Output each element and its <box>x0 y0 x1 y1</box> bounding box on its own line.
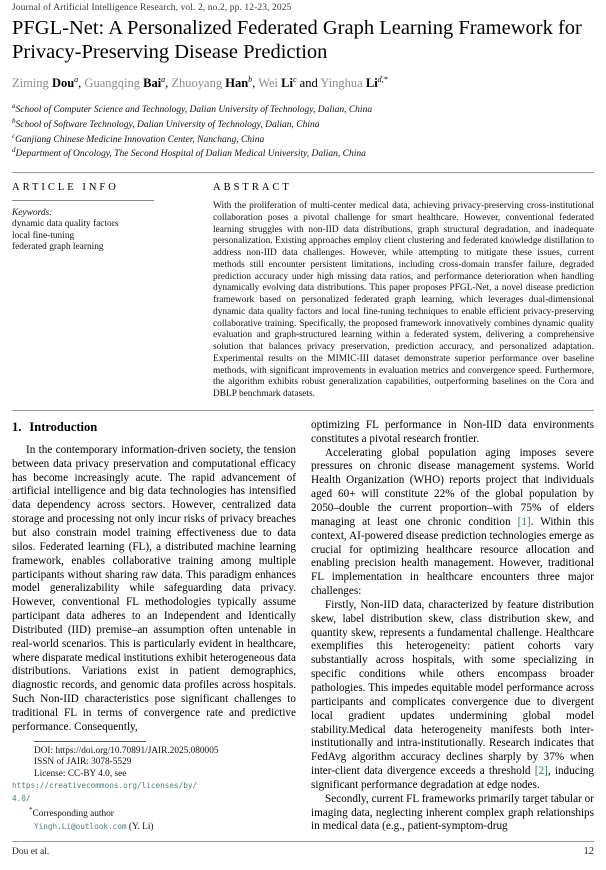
affiliation: $^c$Ganjiang Chinese Medicine Innovation Center, Nanchang, China <box>12 131 265 145</box>
keywords-label: Keywords: <box>12 208 53 219</box>
article-info-header: ARTICLE INFO <box>12 182 119 194</box>
license-line: License: CC-BY 4.0, see https://creativecommons.org/licenses/by/ <box>12 768 198 791</box>
footnote-divider <box>34 741 146 742</box>
left-column <box>12 419 296 841</box>
email-line: Yingh.Li@outlook.com (Y. Li) <box>34 821 154 832</box>
article-info-divider <box>12 200 154 201</box>
affiliation: $^a$School of Computer Science and Technology, Dalian University of Technology, Dalian, China <box>12 101 373 115</box>
body-paragraph: Firstly, Non-IID data, characterized by feature distribution skew, label distribution skew, class distribution skew, and quantity skew, represents a fundamental challenge. Healthcare exemplifies this heterogeneity: patient cohorts vary substantially across hospitals, with some specializing in specific conditions while others encompass broader pathologies. This impedes equitable model performance across participants and complicates convergence due to divergent local gradient updates undermining global model stability.Medical data heterogeneity manifests both inter-institutionally and intra-institutionally. Research indicates that FedAvg algorithm accuracy declines sharply by 37% when inter-client data divergence exceeds a threshold [2], inducing significant performance degradation at edge nodes. <box>311 598 594 791</box>
keywords-block <box>12 208 192 253</box>
license-link[interactable]: https://creativecommons.org/licenses/by/ <box>12 781 198 791</box>
author-list <box>12 76 594 91</box>
email-link[interactable]: Yingh.Li@outlook.com <box>34 821 127 831</box>
main-body <box>12 419 594 841</box>
issn-line: ISSN of JAIR: 3078-5529 <box>34 757 132 768</box>
author: Zhuoyang Han$^b$, <box>171 74 259 90</box>
footer-running-head: Dou et al. <box>12 847 50 857</box>
intro-paragraph: In the contemporary information-driven society, the tension between data privacy preservation and computational efficacy has become increasingly acute. The rapid advancement of artificial intelligence and big data technologies has intensified data dependency across sectors. However, centralized data storage and processing not only incur risks of privacy breaches but also constrain model training effectiveness due to data silos. Federated learning (FL), a distributed machine learning framework, enables collaborative training among multiple participants without sharing raw data. This paradigm enhances model generalizability while safeguarding data privacy. However, conventional FL methodologies typically assume participant data adheres to an Independent and Identically Distributed (IID) premise–an assumption often untenable in real-world scenarios. This is particularly evident in healthcare, where disparate medical institutions exhibit heterogeneous data distributions. Variations exist in patient demographics, diagnostic records, and genomic data profiles across hospitals. Such Non-IID characteristics pose significant challenges to traditional FL in terms of convergence rate and predictive performance. Consequently, <box>12 443 296 733</box>
keyword: local fine-tuning <box>12 230 75 241</box>
corresponding-author-line: *Corresponding author <box>29 806 114 820</box>
keyword: dynamic data quality factors <box>12 219 119 230</box>
author: Ziming Dou$^a$, <box>12 74 85 90</box>
section-heading-introduction: 1. Introduction <box>12 419 98 434</box>
footnote-block <box>12 741 296 834</box>
author: Yinghua $Li^{d,*}$ <box>320 74 388 90</box>
license-link-continued[interactable]: 4.0/ <box>12 793 31 803</box>
journal-header: Journal of Artificial Intelligence Research, vol. 2, no.2, pp. 12-23, 2025 <box>12 3 292 13</box>
doi-link[interactable]: https://doi.org/10.70891/JAIR.2025.080005 <box>55 745 219 756</box>
section-divider <box>12 410 594 411</box>
author: Wei Li$^c$ and <box>258 74 321 90</box>
citation-ref[interactable]: [1] <box>517 515 531 528</box>
page-footer <box>12 841 594 857</box>
abstract-text: With the proliferation of multi-center medical data, achieving privacy-preserving cross-institutional collaboration poses a pivotal challenge for smart healthcare. However, conventional federated learning struggles with non-IID data distributions, graph structural degradation, and inadequate personalization. Existing approaches employ client clustering and federated knowledge distillation to address non-IID data challenges. However, while attempting to mitigate these issues, current methods still encounter persistent limitations, including cross-domain transfer failure, degraded prediction accuracy under high missing data ratios, and performance deterioration when handling dynamically evolving data distributions. This paper proposes PFGL-Net, a novel disease prediction framework based on personalized federated graph learning, which leverages dual-dimensional dynamic data quality factors and local fine-tuning techniques to enable efficient privacy-preserving collaborative training. Specifically, the proposed framework innovatively combines dynamic quality evaluation and graph-structured learning within a federated system, delivering a comprehensive solution that balances privacy preservation, prediction accuracy, and personalized adaptation. Experimental results on the MIMIC-III dataset demonstrate superior performance over baseline methods, with significant improvements in evaluation metrics and convergence speed. Furthermore, the algorithm exhibits robust generalization capabilities, outperforming baselines on the Cora and DBLP benchmark datasets. <box>213 201 594 400</box>
abstract-column <box>213 182 594 401</box>
article-info-abstract-section <box>12 172 594 401</box>
body-paragraph: Secondly, current FL frameworks primarily target tabular or imaging data, neglecting inherent complex graph relationships in medical data (e.g., patient-symptom-drug <box>311 792 594 833</box>
keyword: federated graph learning <box>12 241 104 252</box>
article-info-column <box>12 182 192 401</box>
column-gap <box>296 419 311 841</box>
abstract-header: ABSTRACT <box>213 182 292 194</box>
body-paragraph: optimizing FL performance in Non-IID data environments constitutes a pivotal research frontier. <box>311 418 594 445</box>
footer-page-number: 12 <box>583 846 594 857</box>
body-paragraph: Accelerating global population aging imposes severe pressures on chronic disease management systems. World Health Organization (WHO) reports project that individuals aged 60+ will constitute 22% of the global population by 2050–double the current proportion–with 75% of elders managing at least one chronic condition [1]. Within this context, AI-powered disease prediction technologies emerge as crucial for optimizing healthcare resource allocation and enabling precision health management. However, traditional FL implementation in healthcare encounters three major challenges: <box>311 446 594 598</box>
citation-ref[interactable]: [2] <box>534 765 548 778</box>
license-line-continued <box>12 793 296 806</box>
right-column <box>311 419 594 841</box>
affiliation: $^d$Department of Oncology, The Second Hospital of Dalian Medical University, Dalian, China <box>12 146 366 160</box>
author: Guangqing Bai$^a$, <box>84 74 172 90</box>
page-title: PFGL-Net: A Personalized Federated Graph Learning Framework for Privacy-Preserving Disease Prediction <box>12 17 582 63</box>
affiliation-list <box>12 103 594 162</box>
doi-line: DOI: https://doi.org/10.70891/JAIR.2025.080005 <box>34 745 219 756</box>
affiliation: $^b$School of Software Technology, Dalian University of Technology, Dalian, China <box>12 116 320 130</box>
